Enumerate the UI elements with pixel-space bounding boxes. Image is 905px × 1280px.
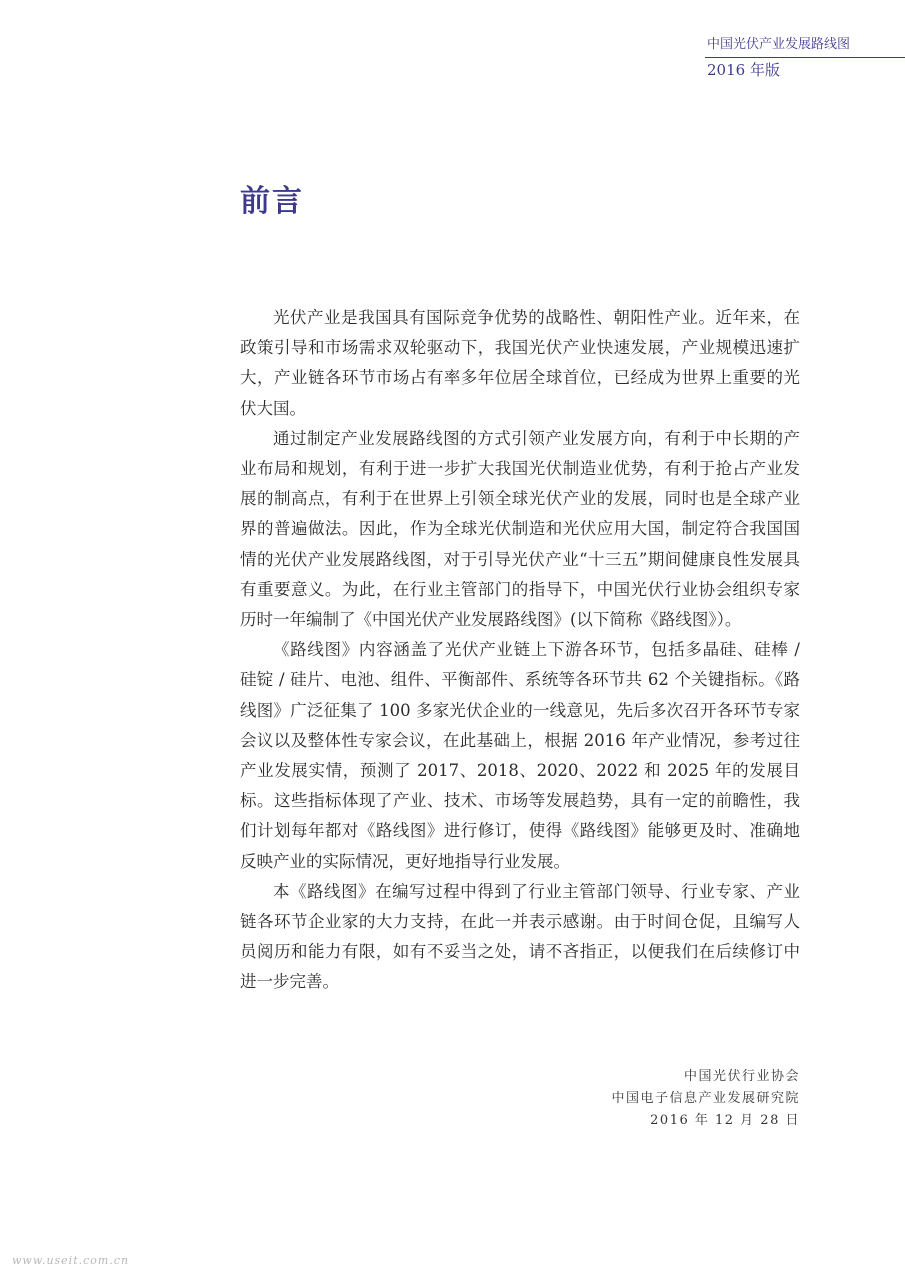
paragraph-1: 光伏产业是我国具有国际竞争优势的战略性、朝阳性产业。近年来，在政策引导和市场需求双轮驱动下，我国光伏产业快速发展，产业规模迅速扩大，产业链各环节市场占有率多年位居全球首位，已经成为世界上重要的光伏大国。 xyxy=(240,308,800,418)
signature-date: 2016 年 12 月 28 日 xyxy=(650,1113,800,1128)
signature-org-1: 中国光伏行业协会 xyxy=(683,1069,800,1084)
paragraph-4: 本《路线图》在编写过程中得到了行业主管部门领导、行业专家、产业链各环节企业家的大力支持，在此一并表示感谢。由于时间仓促，且编写人员阅历和能力有限，如有不妥当之处，请不吝指正，以便我们在后续修订中进一步完善。 xyxy=(240,881,800,992)
paragraph-2: 通过制定产业发展路线图的方式引领产业发展方向，有利于中长期的产业布局和规划，有利于进一步扩大我国光伏制造业优势，有利于抢占产业发展的制高点，有利于在世界上引领全球光伏产业的发展，同时也是全球产业界的普遍做法。因此，作为全球光伏制造和光伏应用大国，制定符合我国国情的光伏产业发展路线图，对于引导光伏产业“十三五”期间健康良性发展具有重要意义。为此，在行业主管部门的指导下，中国光伏行业协会组织专家历时一年编制了《中国光伏产业发展路线图》(以下简称《路线图》）。 xyxy=(240,428,800,630)
watermark: www.useit.com.cn xyxy=(12,1254,130,1267)
header-divider xyxy=(705,57,905,58)
running-header xyxy=(705,36,905,80)
page-title: 前言 xyxy=(240,184,304,219)
header-edition-year: 2016 年版 xyxy=(707,61,780,79)
paragraph-3: 《路线图》内容涵盖了光伏产业链上下游各环节，包括多晶硅、硅棒 / 硅锭 / 硅片、电池、组件、平衡部件、系统等各环节共 62 个关键指标。《路线图》广泛征集了 100 多家光伏企业的一线意见，先后多次召开各环节专家会议以及整体性专家会议，在此基础上，根据 2016 年产业情况，参考过往产业发展实情，预测了 2017、2018、2020、2022 和 2025 年的发展目标。这些指标体现了产业、技术、市场等发展趋势，具有一定的前瞻性，我们计划每年都对《路线图》进行修订，使得《路线图》能够更及时、准确地反映产业的实际情况，更好地指导行业发展。 xyxy=(240,640,800,871)
signature-org-2: 中国电子信息产业发展研究院 xyxy=(611,1091,800,1106)
signature-block xyxy=(560,1066,800,1132)
header-title: 中国光伏产业发展路线图 xyxy=(707,37,851,52)
preface-body xyxy=(240,303,800,998)
